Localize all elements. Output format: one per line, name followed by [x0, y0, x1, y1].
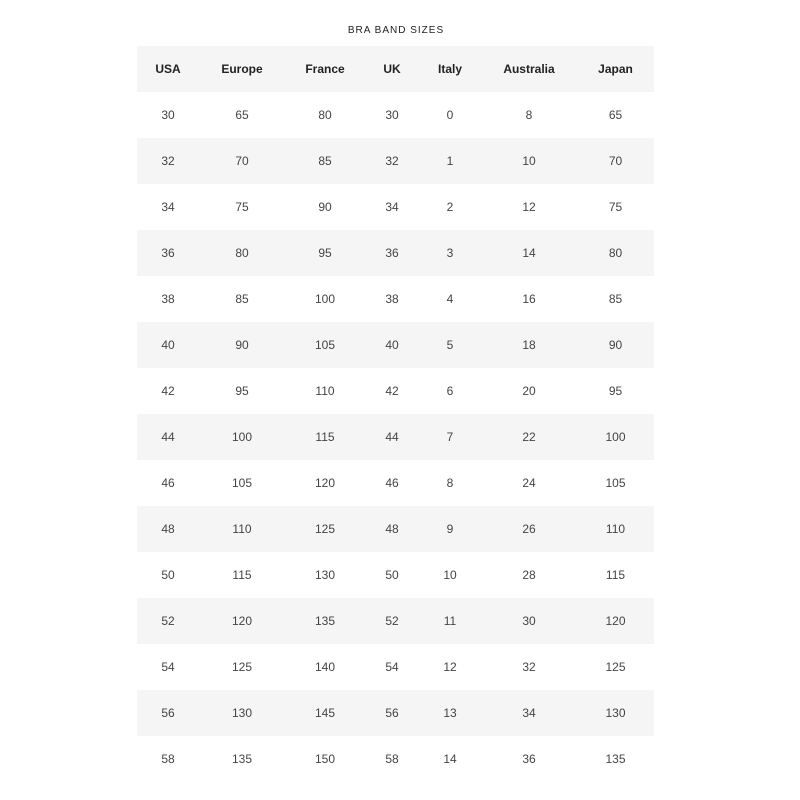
cell-uk: 58 — [385, 752, 399, 766]
cell-usa: 30 — [161, 108, 175, 122]
cell-uk: 50 — [385, 568, 399, 582]
cell-australia: 24 — [522, 476, 536, 490]
cell-europe: 120 — [199, 598, 285, 644]
table-body — [137, 92, 654, 782]
cell-france: 130 — [314, 568, 336, 582]
cell-usa: 50 — [161, 568, 175, 582]
cell-europe: 70 — [199, 138, 285, 184]
cell-usa: 52 — [137, 598, 199, 644]
cell-australia: 32 — [522, 660, 536, 674]
cell-australia: 14 — [481, 230, 577, 276]
table-row — [137, 138, 654, 184]
cell-france: 80 — [318, 108, 332, 122]
cell-usa: 32 — [137, 138, 199, 184]
cell-australia: 22 — [481, 414, 577, 460]
table-row — [137, 460, 654, 506]
column-header-japan: Japan — [577, 46, 654, 92]
cell-europe: 115 — [232, 568, 252, 582]
cell-europe: 95 — [235, 384, 249, 398]
cell-japan: 75 — [608, 200, 623, 214]
cell-uk: 44 — [365, 414, 419, 460]
table-row — [137, 368, 654, 414]
column-header-europe: Europe — [199, 46, 285, 92]
cell-usa: 34 — [161, 200, 175, 214]
cell-australia: 34 — [481, 690, 577, 736]
cell-europe: 110 — [199, 506, 285, 552]
column-header-australia: Australia — [481, 46, 577, 92]
cell-italy: 3 — [419, 230, 481, 276]
cell-uk: 42 — [385, 384, 399, 398]
cell-uk: 52 — [365, 598, 419, 644]
cell-japan: 125 — [605, 660, 626, 674]
cell-italy: 12 — [443, 660, 457, 674]
cell-france: 115 — [285, 414, 365, 460]
table-row — [137, 322, 654, 368]
cell-usa: 58 — [161, 752, 175, 766]
cell-france: 85 — [285, 138, 365, 184]
cell-australia: 20 — [522, 384, 536, 398]
cell-usa: 44 — [137, 414, 199, 460]
cell-japan: 80 — [577, 230, 654, 276]
table-row — [137, 230, 654, 276]
cell-uk: 48 — [365, 506, 419, 552]
cell-uk: 30 — [385, 108, 399, 122]
cell-europe: 80 — [199, 230, 285, 276]
cell-france: 145 — [285, 690, 365, 736]
table-row — [137, 506, 654, 552]
cell-usa: 46 — [161, 476, 175, 490]
cell-france: 150 — [314, 752, 336, 766]
cell-france: 125 — [285, 506, 365, 552]
cell-japan: 115 — [605, 568, 626, 582]
cell-japan: 95 — [608, 384, 623, 398]
cell-usa: 36 — [137, 230, 199, 276]
cell-uk: 46 — [385, 476, 399, 490]
cell-australia: 12 — [522, 200, 536, 214]
cell-uk: 34 — [385, 200, 399, 214]
cell-italy: 0 — [446, 108, 454, 122]
cell-japan: 135 — [605, 752, 626, 766]
table-row — [137, 92, 654, 138]
column-header-uk: UK — [365, 46, 419, 92]
cell-france: 135 — [285, 598, 365, 644]
cell-france: 140 — [314, 660, 336, 674]
cell-france: 120 — [314, 476, 336, 490]
table-row — [137, 736, 654, 782]
cell-australia: 18 — [481, 322, 577, 368]
table-row — [137, 552, 654, 598]
header-row — [137, 46, 654, 92]
cell-usa: 38 — [161, 292, 175, 306]
cell-europe: 65 — [235, 108, 249, 122]
cell-italy: 10 — [443, 568, 457, 582]
cell-italy: 13 — [419, 690, 481, 736]
cell-uk: 56 — [365, 690, 419, 736]
cell-usa: 56 — [137, 690, 199, 736]
cell-italy: 8 — [446, 476, 454, 490]
cell-uk: 38 — [385, 292, 399, 306]
table-row — [137, 598, 654, 644]
size-table — [137, 46, 654, 782]
cell-australia: 28 — [522, 568, 536, 582]
cell-australia: 26 — [481, 506, 577, 552]
cell-japan: 120 — [577, 598, 654, 644]
cell-europe: 75 — [235, 200, 249, 214]
cell-italy: 9 — [419, 506, 481, 552]
cell-japan: 110 — [577, 506, 654, 552]
table-title: BRA BAND SIZES — [347, 25, 445, 36]
cell-japan: 90 — [577, 322, 654, 368]
cell-usa: 42 — [161, 384, 175, 398]
cell-usa: 48 — [137, 506, 199, 552]
cell-uk: 54 — [385, 660, 399, 674]
cell-italy: 5 — [419, 322, 481, 368]
cell-europe: 130 — [199, 690, 285, 736]
cell-italy: 14 — [443, 752, 457, 766]
column-header-usa: USA — [137, 46, 199, 92]
cell-japan: 65 — [608, 108, 623, 122]
cell-italy: 2 — [446, 200, 454, 214]
cell-japan: 105 — [605, 476, 626, 490]
cell-france: 110 — [315, 384, 335, 398]
table-row — [137, 184, 654, 230]
cell-italy: 7 — [419, 414, 481, 460]
cell-france: 105 — [285, 322, 365, 368]
cell-australia: 8 — [525, 108, 533, 122]
cell-italy: 1 — [419, 138, 481, 184]
cell-australia: 36 — [522, 752, 536, 766]
cell-uk: 32 — [365, 138, 419, 184]
cell-japan: 70 — [577, 138, 654, 184]
cell-italy: 11 — [419, 598, 481, 644]
cell-australia: 10 — [481, 138, 577, 184]
table-row — [137, 276, 654, 322]
cell-france: 95 — [285, 230, 365, 276]
cell-france: 100 — [314, 292, 336, 306]
cell-usa: 54 — [161, 660, 175, 674]
cell-france: 90 — [318, 200, 332, 214]
table-row — [137, 690, 654, 736]
cell-australia: 30 — [481, 598, 577, 644]
table-row — [137, 414, 654, 460]
cell-australia: 16 — [522, 292, 536, 306]
cell-usa: 40 — [137, 322, 199, 368]
cell-japan: 85 — [608, 292, 623, 306]
cell-europe: 85 — [235, 292, 249, 306]
column-header-italy: Italy — [419, 46, 481, 92]
cell-europe: 100 — [199, 414, 285, 460]
cell-europe: 90 — [199, 322, 285, 368]
cell-uk: 40 — [365, 322, 419, 368]
cell-europe: 135 — [231, 752, 253, 766]
column-header-france: France — [285, 46, 365, 92]
cell-europe: 125 — [231, 660, 253, 674]
cell-europe: 105 — [231, 476, 253, 490]
cell-japan: 130 — [577, 690, 654, 736]
cell-japan: 100 — [577, 414, 654, 460]
cell-uk: 36 — [365, 230, 419, 276]
cell-italy: 4 — [446, 292, 454, 306]
cell-italy: 6 — [446, 384, 454, 398]
table-row — [137, 644, 654, 690]
